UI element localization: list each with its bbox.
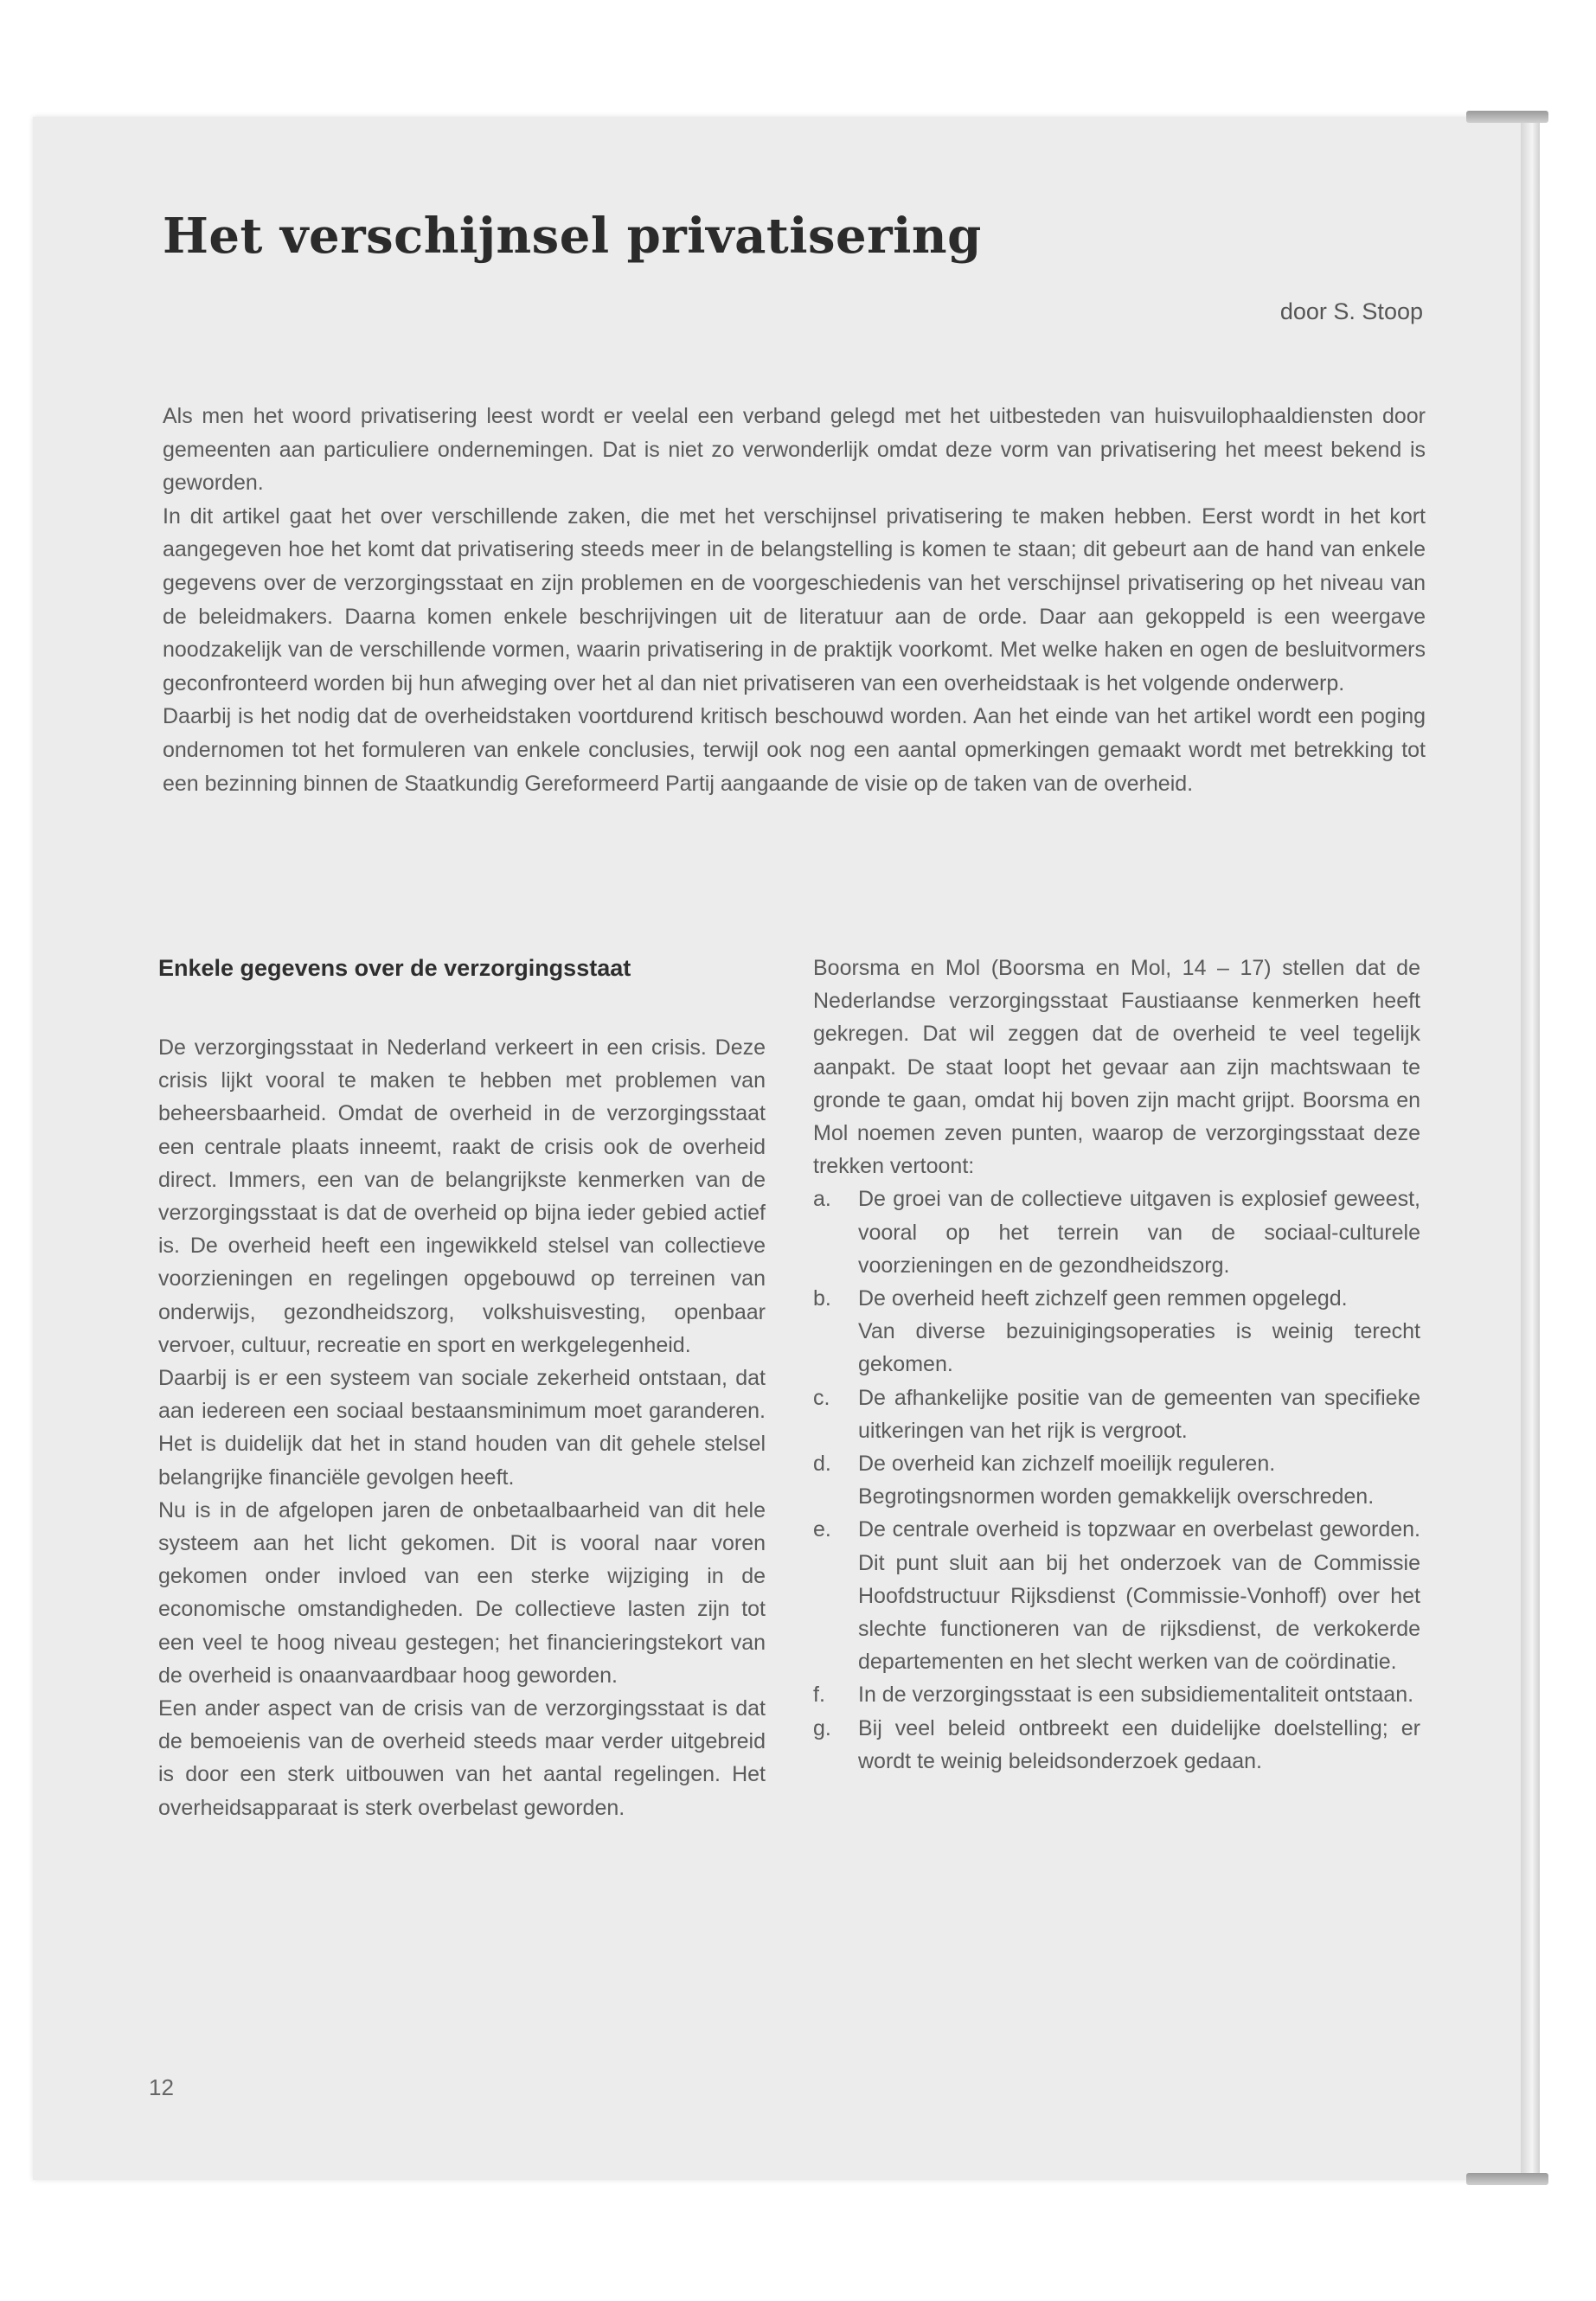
- list-text: De afhankelijke positie van de gemeenten van specifieke uitkeringen van het rijk is vergroot.: [858, 1385, 1420, 1443]
- list-item: [813, 1678, 1420, 1711]
- article-author: door S. Stoop: [1279, 298, 1423, 324]
- intro-text: [163, 400, 1426, 800]
- list-text-line: De overheid kan zichzelf moeilijk reguleren.: [858, 1452, 1276, 1477]
- list-marker: g.: [813, 1715, 831, 1740]
- list-marker: d.: [813, 1452, 831, 1477]
- binding-edge-bottom: [1466, 2173, 1548, 2185]
- list-marker: a.: [813, 1187, 831, 1212]
- binding-spine: [1521, 117, 1540, 2180]
- page-number: 12: [149, 2074, 174, 2100]
- list-item: [813, 1381, 1420, 1447]
- list-text-line: Begrotingsnormen worden gemakkelijk overschreden.: [858, 1484, 1375, 1509]
- left-column: [158, 952, 766, 1824]
- section-heading: Enkele gegevens over de verzorgingsstaat: [158, 955, 631, 981]
- list-item: [813, 1712, 1420, 1778]
- list-marker: c.: [813, 1385, 830, 1410]
- list-item: [813, 1447, 1420, 1513]
- intro-paragraph: Daarbij is het nodig dat de overheidstaken voortdurend kritisch beschouwd worden. Aan het einde van het artikel wordt een poging ondernomen tot het formuleren van enkele conclusies, terwijl ook nog een aantal opmerkingen gemaakt wordt met betrekking tot een bezinning binnen de Staatkundig Gereformeerd Partij aangaande de visie op de taken van de overheid.: [163, 704, 1426, 796]
- body-paragraph: Daarbij is er een systeem van sociale zekerheid ontstaan, dat aan iedereen een sociaal bestaansminimum moet garanderen. Het is duidelijk dat het in stand houden van dit gehele stelsel belangrijke financiële gevolgen heeft.: [158, 1366, 766, 1490]
- list-item: [813, 1183, 1420, 1282]
- body-paragraph: Boorsma en Mol (Boorsma en Mol, 14 – 17) stellen dat de Nederlandse verzorgingsstaat Faustiaanse kenmerken heeft gekregen. Dat wil zeggen dat de overheid te veel tegelijk aanpakt. De staat loopt het gevaar aan zijn machtswaan te gronde te gaan, omdat hij boven zijn macht grijpt. Boorsma en Mol noemen zeven punten, waarop de verzorgingsstaat deze trekken vertoont:: [813, 956, 1420, 1179]
- body-paragraph: De verzorgingsstaat in Nederland verkeert in een crisis. Deze crisis lijkt vooral te maken te hebben met problemen van beheersbaarheid. Omdat de overheid in de verzorgingsstaat een centrale plaats inneemt, raakt de crisis ook de overheid direct. Immers, een van de belangrijkste kenmerken van de verzorgingsstaat is dat de overheid op bijna ieder gebied actief is. De overheid heeft een ingewikkeld stelsel van collectieve voorzieningen en regelingen opgebouwd op terreinen van onderwijs, gezondheidszorg, volkshuisvesting, openbaar vervoer, cultuur, recreatie en sport en werkgelegenheid.: [158, 1035, 766, 1357]
- list-item: [813, 1282, 1420, 1381]
- intro-paragraph: In dit artikel gaat het over verschillende zaken, die met het verschijnsel privatisering te maken hebben. Eerst wordt in het kort aangegeven hoe het komt dat privatisering steeds meer in de belangstelling is komen te staan; dit gebeurt aan de hand van enkele gegevens over de verzorgingsstaat en zijn problemen en de voorgeschiedenis van het verschijnsel privatisering op het niveau van de beleidmakers. Daarna komen enkele beschrijvingen uit de literatuur aan de orde. Daar aan gekoppeld is een weergave noodzakelijk van de verschillende vormen, waarin privatisering in de praktijk voorkomt. Met welke haken en ogen de besluitvormers geconfronteerd worden bij hun afweging over het al dan niet privatiseren van een overheidstaak is het volgende onderwerp.: [163, 503, 1426, 695]
- right-column: [813, 952, 1420, 1778]
- binding-edge-top: [1466, 111, 1548, 123]
- list-text-line: De overheid heeft zichzelf geen remmen opgelegd.: [858, 1286, 1348, 1311]
- list-marker: e.: [813, 1517, 831, 1542]
- article-title: Het verschijnsel privatisering: [163, 208, 982, 265]
- intro-paragraph: Als men het woord privatisering leest wordt er veelal een verband gelegd met het uitbesteden van huisvuilophaaldiensten door gemeenten aan particuliere ondernemingen. Dat is niet zo verwonderlijk omdat deze vorm van privatisering het meest bekend is geworden.: [163, 404, 1426, 496]
- list-text: [858, 1282, 1420, 1381]
- list-text: Bij veel beleid ontbreekt een duidelijke doelstelling; er wordt te weinig beleidsonderzoek gedaan.: [858, 1715, 1420, 1773]
- body-paragraph: Een ander aspect van de crisis van de verzorgingsstaat is dat de bemoeienis van de overheid steeds maar verder uitgebreid is door een sterk uitbouwen van het aantal regelingen. Het overheidsapparaat is sterk overbelast geworden.: [158, 1696, 766, 1820]
- list-text: De centrale overheid is topzwaar en overbelast geworden. Dit punt sluit aan bij het onderzoek van de Commissie Hoofdstructuur Rijksdienst (Commissie-Vonhoff) over het slechte functioneren van de rijksdienst, de verkokerde departementen en het slecht werken van de coördinatie.: [858, 1517, 1420, 1675]
- list-marker: f.: [813, 1682, 825, 1708]
- body-paragraph: Nu is in de afgelopen jaren de onbetaalbaarheid van dit hele systeem aan het licht gekomen. Dit is vooral naar voren gekomen onder invloed van een sterke wijziging in de economische omstandigheden. De collectieve lasten zijn tot een veel te hoog niveau gestegen; het financieringstekort van de overheid is onaanvaardbaar hoog geworden.: [158, 1497, 766, 1688]
- list-text: In de verzorgingsstaat is een subsidiementaliteit ontstaan.: [858, 1682, 1414, 1708]
- list-text: [858, 1447, 1420, 1513]
- list-item: [813, 1513, 1420, 1678]
- list-marker: b.: [813, 1286, 831, 1311]
- list-text-line: Van diverse bezuinigingsoperaties is weinig terecht gekomen.: [858, 1319, 1420, 1377]
- trait-list: [813, 1183, 1420, 1778]
- list-text: De groei van de collectieve uitgaven is explosief geweest, vooral op het terrein van de sociaal-culturele voorzieningen en de gezondheidszorg.: [858, 1187, 1420, 1278]
